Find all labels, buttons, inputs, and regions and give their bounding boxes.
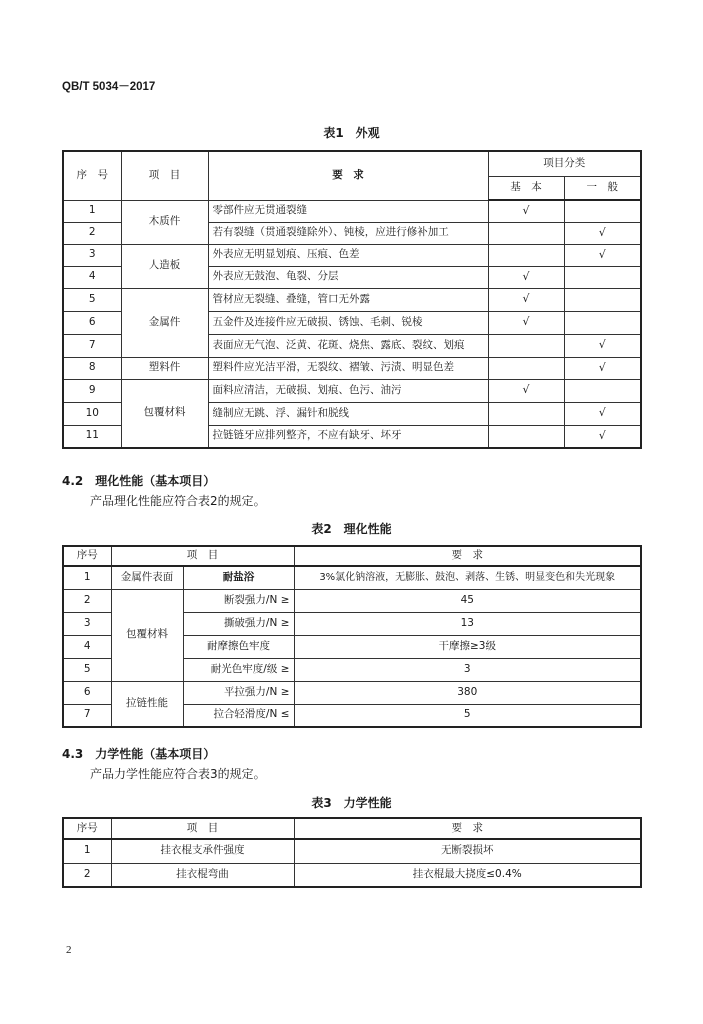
cell-seq: 2 bbox=[63, 222, 121, 244]
header-seq: 序号 bbox=[63, 546, 111, 566]
cell-basic: √ bbox=[488, 266, 564, 288]
cell-requirement: 五金件及连接件应无破损、锈蚀、毛刺、锐棱 bbox=[208, 311, 488, 334]
header-seq: 序 号 bbox=[63, 151, 121, 200]
cell-basic: √ bbox=[488, 200, 564, 222]
table-row bbox=[63, 357, 641, 379]
cell-general: √ bbox=[564, 222, 641, 244]
cell-seq: 5 bbox=[63, 658, 111, 681]
cell-general bbox=[564, 288, 641, 311]
group-plastic: 塑料件 bbox=[121, 357, 208, 379]
table-appearance bbox=[62, 150, 642, 449]
cell-requirement: 塑料件应光洁平滑，无裂纹、褶皱、污渍、明显色差 bbox=[208, 357, 488, 379]
table-row bbox=[63, 200, 641, 222]
cell-requirement: 3 bbox=[294, 658, 641, 681]
cell-requirement: 3%氯化钠溶液，无膨胀、鼓泡、剥落、生锈、明显变色和失光现象 bbox=[294, 566, 641, 589]
cell-requirement: 挂衣棍最大挠度≤0.4% bbox=[294, 863, 641, 887]
cell-basic bbox=[488, 222, 564, 244]
cell-general bbox=[564, 200, 641, 222]
table-physicochemical bbox=[62, 545, 642, 728]
table-row bbox=[63, 566, 641, 589]
cell-seq: 4 bbox=[63, 266, 121, 288]
cell-basic bbox=[488, 244, 564, 266]
cell-seq: 6 bbox=[63, 681, 111, 704]
cell-basic: √ bbox=[488, 379, 564, 402]
cell-requirement: 干摩擦≥3级 bbox=[294, 635, 641, 658]
table-row bbox=[63, 681, 641, 704]
cell-item: 耐盐浴 bbox=[183, 566, 294, 589]
cell-requirement: 若有裂缝（贯通裂缝除外）、钝棱，应进行修补加工 bbox=[208, 222, 488, 244]
page-number: 2 bbox=[66, 944, 72, 956]
cell-requirement: 13 bbox=[294, 612, 641, 635]
cell-seq: 4 bbox=[63, 635, 111, 658]
cell-seq: 1 bbox=[63, 839, 111, 863]
cell-item: 耐光色牢度/级 ≥ bbox=[183, 658, 294, 681]
cell-item: 拉合轻滑度/N ≤ bbox=[183, 704, 294, 727]
cell-item: 撕破强力/N ≥ bbox=[183, 612, 294, 635]
table-mechanical bbox=[62, 817, 642, 888]
cell-seq: 8 bbox=[63, 357, 121, 379]
cell-requirement: 面料应清洁，无破损、划痕、色污、油污 bbox=[208, 379, 488, 402]
cell-general: √ bbox=[564, 244, 641, 266]
cell-item: 挂衣棍支承件强度 bbox=[111, 839, 294, 863]
group-metal: 金属件 bbox=[121, 288, 208, 357]
header-requirement: 要 求 bbox=[208, 151, 488, 200]
cell-seq: 6 bbox=[63, 311, 121, 334]
header-item: 项 目 bbox=[121, 151, 208, 200]
cell-requirement: 管材应无裂缝、叠缝，管口无外露 bbox=[208, 288, 488, 311]
cell-requirement: 45 bbox=[294, 589, 641, 612]
cell-requirement: 380 bbox=[294, 681, 641, 704]
table-row bbox=[63, 839, 641, 863]
cell-requirement: 表面应无气泡、泛黄、花斑、烧焦、露底、裂纹、划痕 bbox=[208, 334, 488, 357]
header-category: 项目分类 bbox=[488, 151, 641, 176]
header-requirement: 要 求 bbox=[294, 546, 641, 566]
cell-item: 挂衣棍弯曲 bbox=[111, 863, 294, 887]
group-covering: 包覆材料 bbox=[121, 379, 208, 448]
cell-item: 断裂强力/N ≥ bbox=[183, 589, 294, 612]
cell-basic bbox=[488, 357, 564, 379]
cell-requirement: 5 bbox=[294, 704, 641, 727]
cell-item: 平拉强力/N ≥ bbox=[183, 681, 294, 704]
group-covering: 包覆材料 bbox=[111, 589, 183, 681]
cell-requirement: 无断裂损坏 bbox=[294, 839, 641, 863]
group-zipper: 拉链性能 bbox=[111, 681, 183, 727]
header-requirement: 要 求 bbox=[294, 818, 641, 839]
cell-general: √ bbox=[564, 425, 641, 448]
cell-basic: √ bbox=[488, 311, 564, 334]
table2-caption: 表2 理化性能 bbox=[311, 522, 392, 536]
cell-seq: 5 bbox=[63, 288, 121, 311]
cell-seq: 3 bbox=[63, 612, 111, 635]
cell-seq: 7 bbox=[63, 334, 121, 357]
cell-basic bbox=[488, 425, 564, 448]
cell-general bbox=[564, 266, 641, 288]
header-item: 项 目 bbox=[111, 546, 294, 566]
section-4-3-text: 产品力学性能应符合表3的规定。 bbox=[90, 767, 266, 781]
table-row bbox=[63, 379, 641, 402]
section-4-2-title: 4.2 理化性能（基本项目） bbox=[62, 474, 216, 488]
cell-requirement: 零部件应无贯通裂缝 bbox=[208, 200, 488, 222]
header-seq: 序号 bbox=[63, 818, 111, 839]
table1-caption: 表1 外观 bbox=[323, 126, 380, 140]
document-code: QB/T 5034－2017 bbox=[62, 81, 156, 93]
cell-general bbox=[564, 379, 641, 402]
header-item: 项 目 bbox=[111, 818, 294, 839]
table3-caption: 表3 力学性能 bbox=[311, 796, 392, 810]
table-row bbox=[63, 288, 641, 311]
table-row bbox=[63, 863, 641, 887]
cell-requirement: 外表应无明显划痕、压痕、色差 bbox=[208, 244, 488, 266]
section-4-3-title: 4.3 力学性能（基本项目） bbox=[62, 747, 216, 761]
cell-seq: 2 bbox=[63, 589, 111, 612]
group-metal-surface: 金属件表面 bbox=[111, 566, 183, 589]
header-general: 一 般 bbox=[564, 176, 641, 200]
header-basic: 基 本 bbox=[488, 176, 564, 200]
cell-requirement: 外表应无鼓泡、龟裂、分层 bbox=[208, 266, 488, 288]
cell-seq: 11 bbox=[63, 425, 121, 448]
cell-basic: √ bbox=[488, 288, 564, 311]
cell-basic bbox=[488, 334, 564, 357]
cell-seq: 1 bbox=[63, 200, 121, 222]
cell-seq: 3 bbox=[63, 244, 121, 266]
cell-basic bbox=[488, 402, 564, 425]
table-row bbox=[63, 244, 641, 266]
group-wood: 木质件 bbox=[121, 200, 208, 244]
cell-seq: 2 bbox=[63, 863, 111, 887]
cell-seq: 7 bbox=[63, 704, 111, 727]
cell-requirement: 缝制应无跳、浮、漏针和脱线 bbox=[208, 402, 488, 425]
cell-requirement: 拉链链牙应排列整齐，不应有缺牙、坏牙 bbox=[208, 425, 488, 448]
cell-seq: 10 bbox=[63, 402, 121, 425]
cell-general bbox=[564, 311, 641, 334]
section-4-2-text: 产品理化性能应符合表2的规定。 bbox=[90, 494, 266, 508]
cell-seq: 1 bbox=[63, 566, 111, 589]
cell-general: √ bbox=[564, 357, 641, 379]
cell-general: √ bbox=[564, 334, 641, 357]
cell-general: √ bbox=[564, 402, 641, 425]
cell-seq: 9 bbox=[63, 379, 121, 402]
group-board: 人造板 bbox=[121, 244, 208, 288]
cell-item: 耐摩擦色牢度 bbox=[183, 635, 294, 658]
table-row bbox=[63, 589, 641, 612]
